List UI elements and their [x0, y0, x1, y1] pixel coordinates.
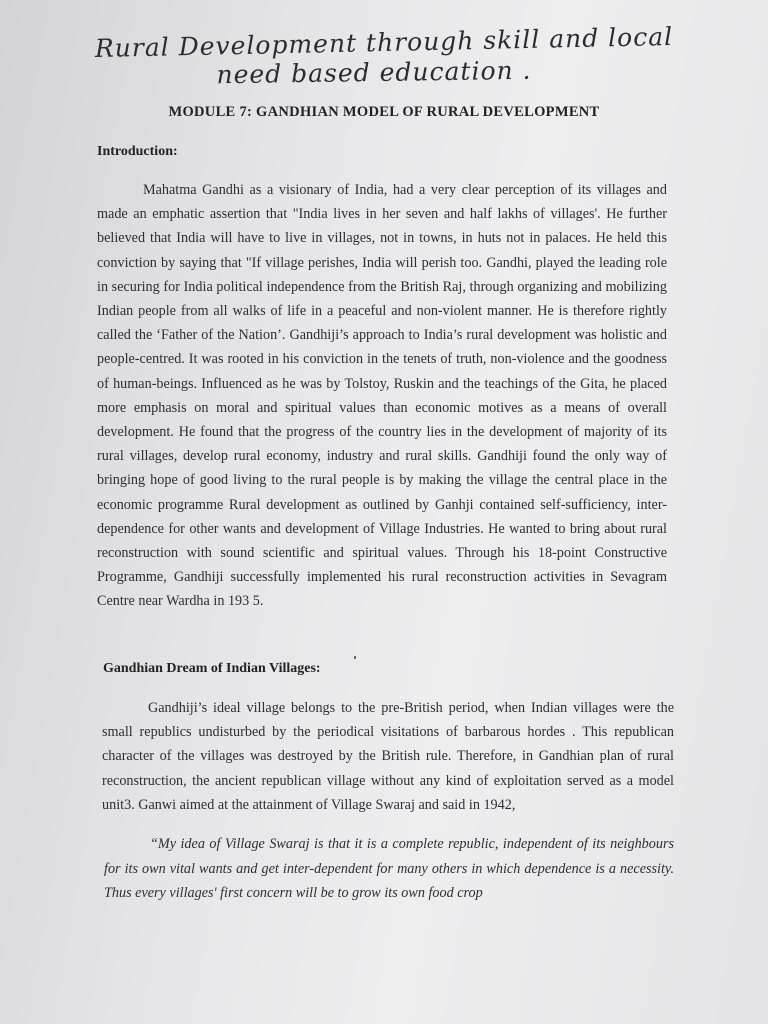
- village-swaraj-quote: “My idea of Village Swaraj is that it is a complete republic, independent of its neighbours for its own vital wants and get inter-dependent for many others in which dependence is a necessity. Thus every villages' first concern will be to grow its own food crop: [104, 836, 674, 901]
- gandhian-dream-paragraph: Gandhiji’s ideal village belongs to the pre-British period, when Indian villages were the small republics undisturbed by the periodical visitations of barbarous hordes . This republican character of the villages was destroyed by the British rule. Therefore, in Gandhian plan of rural reconstruction, the ancient republican village without any kind of exploitation served as a model unit3. Ganwi aimed at the attainment of Village Swaraj and said in 1942,: [102, 700, 674, 813]
- handwritten-note-line1: Rural Development through skill and local: [94, 21, 674, 64]
- section-heading-introduction: Introduction:: [97, 144, 178, 159]
- handwritten-note-line2: need based education .: [216, 55, 532, 90]
- page-title: MODULE 7: GANDHIAN MODEL OF RURAL DEVELOPMENT: [168, 104, 600, 120]
- introduction-paragraph: Mahatma Gandhi as a visionary of India, had a very clear perception of its villages and made an emphatic assertion that "India lives in her seven and half lakhs of villages'. He further believed that India will have to live in villages, not in towns, in huts not in palaces. He held this conviction by saying that "If village perishes, India will perish too. Gandhi, played the leading role in securing for India political independence from the British Raj, through organizing and mobilizing Indian people from all walks of life in a peaceful and non-violent manner. He is therefore rightly called the ‘Father of the Nation’. Gandhiji’s approach to India’s rural development was holistic and people-centred. It was rooted in his conviction in the tenets of truth, non-violence and the goodness of human-beings. Influenced as he was by Tolstoy, Ruskin and the teachings of the Gita, he placed more emphasis on moral and spiritual values than economic motives as a means of overall development. He found that the progress of the country lies in the development of majority of its rural villages, develop rural economy, industry and rural skills. Gandhiji found the only way of bringing hope of good living to the rural people is by making the village the central place in the economic programme Rural development as outlined by Ganhji contained self-sufficiency, inter-dependence for other wants and development of Village Industries. He wanted to bring about rural reconstruction with sound scientific and spiritual values. Through his 18-point Constructive Programme, Gandhiji successfully implemented his rural reconstruction activities in Sevagram Centre near Wardha in 193 5.: [97, 182, 667, 610]
- speck-mark: [354, 656, 356, 659]
- section-heading-gandhian-dream: Gandhian Dream of Indian Villages:: [103, 661, 321, 676]
